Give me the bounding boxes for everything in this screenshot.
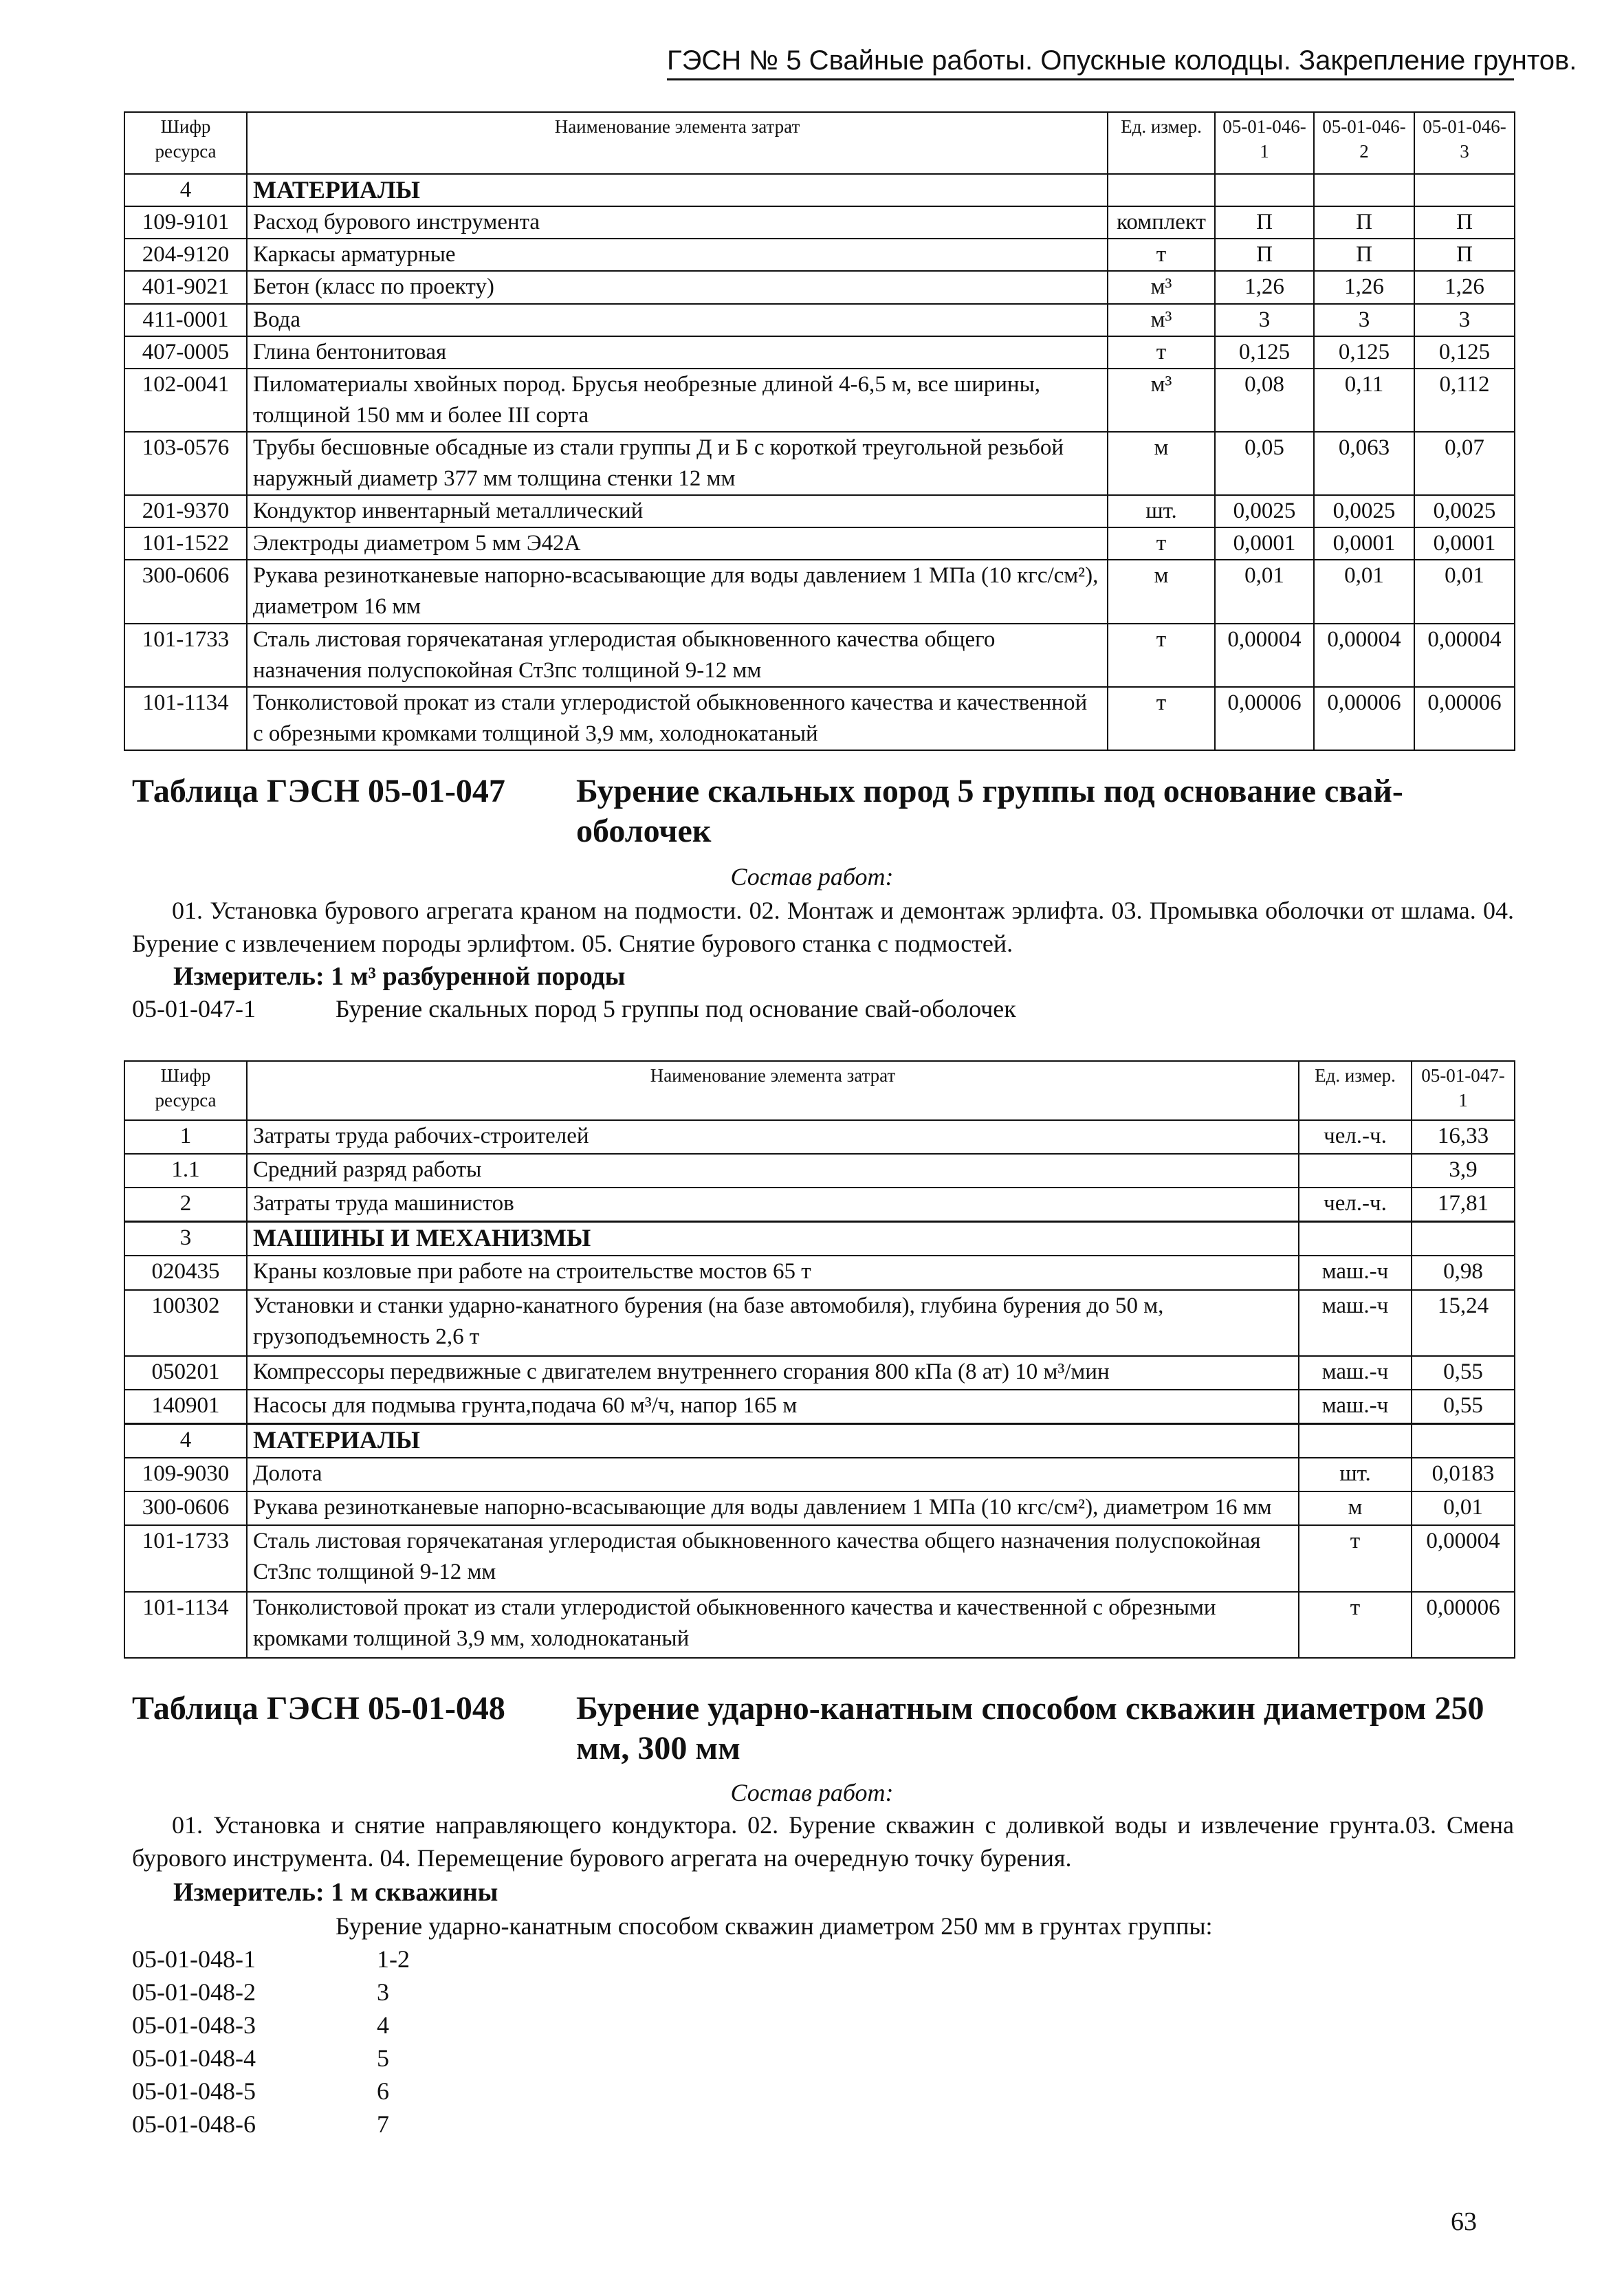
cell-code: 101-1134 [124,687,247,750]
cell-value [1412,1424,1515,1458]
cell-value: 0,05 [1215,432,1314,495]
table-row [124,1256,1515,1289]
table-row [124,1525,1515,1591]
table-row [124,304,1515,336]
cell-code: 3 [124,1222,247,1256]
cell-name: Затраты труда машинистов [247,1188,1299,1222]
cell-value: 0,0001 [1314,527,1414,560]
cell-unit: т [1108,239,1215,271]
cell-unit: м [1108,432,1215,495]
cell-value: 0,0025 [1414,495,1515,527]
cell-value: 0,0025 [1215,495,1314,527]
cell-value: 0,00004 [1215,624,1314,687]
table-047-label: Таблица ГЭСН 05-01-047 [132,773,505,809]
cell-value: П [1215,239,1314,271]
table-048-label: Таблица ГЭСН 05-01-048 [132,1690,505,1727]
cell-code: 407-0005 [124,336,247,369]
page-number: 63 [1451,2207,1477,2236]
meter-048: Измеритель: 1 м скважины [173,1878,498,1907]
cell-name: Электроды диаметром 5 мм Э42А [247,527,1108,560]
cell-code: 103-0576 [124,432,247,495]
composition-label-047: Состав работ: [730,863,894,890]
cell-value: 0,07 [1414,432,1515,495]
cell-value: П [1414,239,1515,271]
header-code: Шифр ресурса [124,1061,247,1120]
cell-unit: т [1299,1592,1412,1658]
cell-code: 411-0001 [124,304,247,336]
norm-group-048: 1-2 [377,1945,410,1973]
norm-code-048: 05-01-048-4 [132,2044,256,2072]
table-row [124,560,1515,623]
cell-value: 1,26 [1414,271,1515,303]
norm-code-048: 05-01-048-3 [132,2011,256,2039]
section-title: МАТЕРИАЛЫ [247,174,1108,206]
cell-name: Затраты труда рабочих-строителей [247,1120,1299,1154]
table-047-title: Бурение скальных пород 5 группы под основание свай-оболочек [576,773,1403,849]
table-header-row [124,1061,1515,1120]
cell-unit [1299,1424,1412,1458]
cell-name: Глина бентонитовая [247,336,1108,369]
cell-value: 3 [1314,304,1414,336]
table-row [124,1491,1515,1525]
norm-code-047: 05-01-047-1 [132,995,256,1023]
header-unit: Ед. измер. [1299,1061,1412,1120]
table-row [124,1188,1515,1222]
header-norm-2: 05-01-046-2 [1314,112,1414,174]
cell-value: 0,01 [1412,1491,1515,1525]
cell-value: 0,11 [1314,369,1414,432]
cell-value: 0,112 [1414,369,1515,432]
section-code: 4 [124,174,247,206]
cell-value: 0,0183 [1412,1458,1515,1491]
cell-unit [1299,1154,1412,1188]
section-title: МАТЕРИАЛЫ [247,1424,1299,1458]
cell-value: 0,00004 [1414,624,1515,687]
cell-name: Рукава резинотканевые напорно-всасывающие для воды давлением 1 МПа (10 кгс/см²), диаметром 16 мм [247,1491,1299,1525]
table-row [124,1458,1515,1491]
cell-unit: шт. [1108,495,1215,527]
cell-name: Установки и станки ударно-канатного бурения (на базе автомобиля), глубина бурения до 50 м, грузоподъемность 2,6 т [247,1290,1299,1356]
section-title: МАШИНЫ И МЕХАНИЗМЫ [247,1222,1299,1256]
cell-value [1412,1222,1515,1256]
cell-value: П [1314,206,1414,239]
cell-code: 300-0606 [124,560,247,623]
meter-047: Измеритель: 1 м³ разбуренной породы [173,962,626,991]
resource-table-047 [124,1060,1515,1659]
cell-unit: м³ [1108,369,1215,432]
cell-value: 0,01 [1414,560,1515,623]
cell-name: Бетон (класс по проекту) [247,271,1108,303]
cell-value: 0,00006 [1412,1592,1515,1658]
table-row [124,1356,1515,1390]
cell-value: 1,26 [1314,271,1414,303]
cell-value: 3 [1414,304,1515,336]
cell-code: 140901 [124,1390,247,1424]
cell-code: 020435 [124,1256,247,1289]
cell-value: П [1414,206,1515,239]
cell-code: 4 [124,1424,247,1458]
table-row [124,527,1515,560]
cell-code: 300-0606 [124,1491,247,1525]
cell-name: Средний разряд работы [247,1154,1299,1188]
cell-value: 17,81 [1412,1188,1515,1222]
cell-name: Рукава резинотканевые напорно-всасывающие для воды давлением 1 МПа (10 кгс/см²), диаметром 16 мм [247,560,1108,623]
cell-code: 1.1 [124,1154,247,1188]
cell-value: 0,063 [1314,432,1414,495]
cell-value: 0,125 [1414,336,1515,369]
composition-text-047: 01. Установка бурового агрегата краном на подмости. 02. Монтаж и демонтаж эрлифта. 03. Промывка оболочки от шлама. 04. Бурение с извлечением породы эрлифтом. 05. Снятие бурового станка с подмостей. [132,897,1514,957]
cell-value: 16,33 [1412,1120,1515,1154]
cell-name: Насосы для подмыва грунта,подача 60 м³/ч, напор 165 м [247,1390,1299,1424]
cell-value: 0,00004 [1412,1525,1515,1591]
cell-value: П [1215,206,1314,239]
cell-value: 0,01 [1314,560,1414,623]
norm-code-048: 05-01-048-6 [132,2110,256,2138]
cell-value: 0,08 [1215,369,1314,432]
cell-name: Вода [247,304,1108,336]
cell-unit: т [1299,1525,1412,1591]
cell-value: 0,00004 [1314,624,1414,687]
subtitle-048: Бурение ударно-канатным способом скважин диаметром 250 мм в грунтах группы: [336,1912,1213,1940]
table-row [124,369,1515,432]
table-row [124,1390,1515,1424]
cell-unit: м³ [1108,271,1215,303]
table-row [124,1222,1515,1256]
norm-group-048: 5 [377,2044,389,2072]
cell-unit: т [1108,336,1215,369]
cell-name: Краны козловые при работе на строительстве мостов 65 т [247,1256,1299,1289]
table-row [124,432,1515,495]
cell-code: 100302 [124,1290,247,1356]
cell-name: Расход бурового инструмента [247,206,1108,239]
table-row [124,271,1515,303]
norm-code-048: 05-01-048-2 [132,1978,256,2006]
cell-code: 2 [124,1188,247,1222]
table-row [124,495,1515,527]
section-row [124,174,1515,206]
cell-code: 401-9021 [124,271,247,303]
header-norm-3: 05-01-046-3 [1414,112,1515,174]
header-code: Шифр ресурса [124,112,247,174]
cell-unit: шт. [1299,1458,1412,1491]
norm-code-048: 05-01-048-5 [132,2077,256,2105]
cell-value: 0,0001 [1414,527,1515,560]
cell-value: 0,00006 [1314,687,1414,750]
composition-label-048: Состав работ: [730,1779,894,1806]
norm-group-048: 6 [377,2077,389,2105]
cell-name: Компрессоры передвижные с двигателем внутреннего сгорания 800 кПа (8 ат) 10 м³/мин [247,1356,1299,1390]
cell-name: Долота [247,1458,1299,1491]
table-048-title: Бурение ударно-канатным способом скважин диаметром 250 мм, 300 мм [576,1690,1484,1767]
table-row [124,1154,1515,1188]
cell-value: 15,24 [1412,1290,1515,1356]
table-body [124,1120,1515,1658]
table-row [124,1290,1515,1356]
cell-name: Трубы бесшовные обсадные из стали группы Д и Б с короткой треугольной резьбой наружный диаметр 377 мм толщина стенки 12 мм [247,432,1108,495]
cell-code: 101-1522 [124,527,247,560]
norm-name-047: Бурение скальных пород 5 группы под основание свай-оболочек [336,995,1016,1023]
cell-unit: комплект [1108,206,1215,239]
cell-unit: маш.-ч [1299,1356,1412,1390]
table-row [124,687,1515,750]
cell-name: Тонколистовой прокат из стали углеродистой обыкновенного качества и качественной с обрезными кромками толщиной 3,9 мм, холоднокатаный [247,687,1108,750]
table-row [124,1424,1515,1458]
cell-value: 0,55 [1412,1390,1515,1424]
norm-group-048: 4 [377,2011,389,2039]
cell-code: 050201 [124,1356,247,1390]
table-body [124,206,1515,750]
cell-value: 0,00006 [1414,687,1515,750]
cell-code: 1 [124,1120,247,1154]
table-row [124,336,1515,369]
cell-unit: т [1108,687,1215,750]
running-header: ГЭСН № 5 Свайные работы. Опускные колодцы. Закрепление грунтов. [667,43,1514,80]
cell-unit: маш.-ч [1299,1256,1412,1289]
table-row [124,206,1515,239]
cell-code: 109-9030 [124,1458,247,1491]
cell-value: 0,98 [1412,1256,1515,1289]
header-unit: Ед. измер. [1108,112,1215,174]
cell-value: 0,0025 [1314,495,1414,527]
cell-code: 101-1733 [124,1525,247,1591]
cell-unit [1299,1222,1412,1256]
norm-group-048: 7 [377,2110,389,2138]
cell-unit: м³ [1108,304,1215,336]
norm-code-048: 05-01-048-1 [132,1945,256,1973]
header-name: Наименование элемента затрат [247,112,1108,174]
resource-table-046 [124,111,1515,751]
cell-value: 3,9 [1412,1154,1515,1188]
cell-unit: т [1108,527,1215,560]
cell-name: Сталь листовая горячекатаная углеродистая обыкновенного качества общего назначения полуспокойная Ст3пс толщиной 9-12 мм [247,624,1108,687]
table-row [124,1120,1515,1154]
cell-unit: чел.-ч. [1299,1120,1412,1154]
header-norm-1: 05-01-047-1 [1412,1061,1515,1120]
cell-value: 0,55 [1412,1356,1515,1390]
cell-code: 102-0041 [124,369,247,432]
table-row [124,624,1515,687]
table-row [124,1592,1515,1658]
cell-name: Каркасы арматурные [247,239,1108,271]
table-header-row [124,112,1515,174]
cell-name: Сталь листовая горячекатаная углеродистая обыкновенного качества общего назначения полуспокойная Ст3пс толщиной 9-12 мм [247,1525,1299,1591]
cell-unit: т [1108,624,1215,687]
cell-value: 0,01 [1215,560,1314,623]
cell-name: Пиломатериалы хвойных пород. Брусья необрезные длиной 4-6,5 м, все ширины, толщиной 150 мм и более III сорта [247,369,1108,432]
cell-value: 0,0001 [1215,527,1314,560]
cell-value: 0,00006 [1215,687,1314,750]
cell-name: Тонколистовой прокат из стали углеродистой обыкновенного качества и качественной с обрезными кромками толщиной 3,9 мм, холоднокатаный [247,1592,1299,1658]
table-row [124,239,1515,271]
header-norm-1: 05-01-046-1 [1215,112,1314,174]
cell-value: 1,26 [1215,271,1314,303]
cell-unit: м [1108,560,1215,623]
composition-text-048: 01. Установка и снятие направляющего кондуктора. 02. Бурение скважин с доливкой воды и извлечение грунта.03. Смена бурового инструмента. 04. Перемещение бурового агрегата на очередную точку бурения. [132,1811,1514,1872]
cell-value: П [1314,239,1414,271]
cell-name: Кондуктор инвентарный металлический [247,495,1108,527]
cell-unit: чел.-ч. [1299,1188,1412,1222]
cell-code: 109-9101 [124,206,247,239]
cell-value: 0,125 [1314,336,1414,369]
cell-unit: м [1299,1491,1412,1525]
cell-value: 3 [1215,304,1314,336]
cell-code: 101-1134 [124,1592,247,1658]
cell-code: 201-9370 [124,495,247,527]
header-name: Наименование элемента затрат [247,1061,1299,1120]
cell-unit: маш.-ч [1299,1290,1412,1356]
norm-group-048: 3 [377,1978,389,2006]
cell-unit: маш.-ч [1299,1390,1412,1424]
cell-code: 101-1733 [124,624,247,687]
cell-value: 0,125 [1215,336,1314,369]
cell-code: 204-9120 [124,239,247,271]
